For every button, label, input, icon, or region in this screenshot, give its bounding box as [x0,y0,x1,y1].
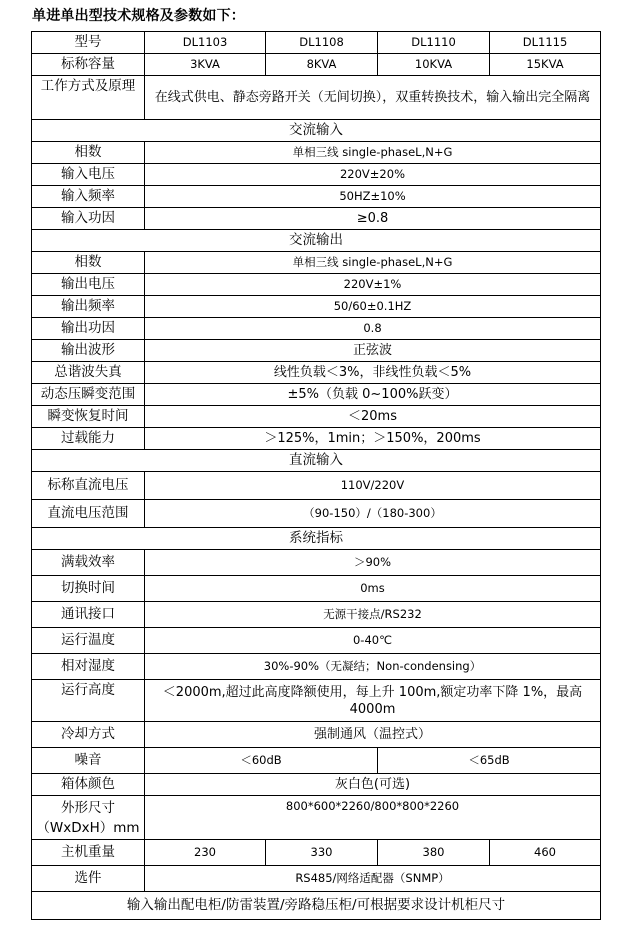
output-waveform-value: 正弦波 [145,340,601,362]
table-row [32,472,601,500]
model-value: DL1108 [266,32,378,54]
ac-input-phase-label: 相数 [32,142,145,164]
table-row [32,576,601,602]
table-row [32,550,601,576]
noise-label: 噪音 [32,748,145,774]
overload-value: ＞125%，1min；＞150%，200ms [145,428,601,450]
table-row [32,186,601,208]
weight-value: 330 [266,840,378,866]
cooling-label: 冷却方式 [32,722,145,748]
altitude-value: ＜2000m,超过此高度降额使用，每上升 100m,额定功率下降 1%，最高4000m [145,680,601,722]
table-row [32,230,601,252]
altitude-label: 运行高度 [32,680,145,722]
overload-label: 过载能力 [32,428,145,450]
footer-note: 输入输出配电柜/防雷装置/旁路稳压柜/可根据要求设计机柜尺寸 [32,892,601,920]
page-title: 单进单出型技术规格及参数如下： [32,8,245,24]
dc-voltage-range-label: 直流电压范围 [32,500,145,528]
output-voltage-value: 220V±1% [145,274,601,296]
thd-value: 线性负载＜3%，非线性负载＜5% [145,362,601,384]
color-value: 灰白色(可选) [145,774,601,796]
cooling-value: 强制通风（温控式） [145,722,601,748]
humidity-value: 30%-90%（无凝结；Non-condensing） [145,654,601,680]
weight-value: 380 [378,840,490,866]
table-row [32,120,601,142]
table-row [32,406,601,428]
noise-value: ＜65dB [378,748,601,774]
table-row [32,362,601,384]
capacity-value: 3KVA [145,54,266,76]
temperature-label: 运行温度 [32,628,145,654]
capacity-value: 8KVA [266,54,378,76]
table-row [32,274,601,296]
output-waveform-label: 输出波形 [32,340,145,362]
recovery-time-value: ＜20ms [145,406,601,428]
table-row [32,680,601,722]
dynamic-range-label: 动态压瞬变范围 [32,384,145,406]
ac-input-header: 交流输入 [32,120,601,142]
ac-output-header: 交流输出 [32,230,601,252]
table-row [32,722,601,748]
thd-label: 总谐波失真 [32,362,145,384]
dimensions-label: 外形尺寸（WxDxH）mm [32,796,145,840]
table-row [32,528,601,550]
model-label: 型号 [32,32,145,54]
table-row [32,748,601,774]
table-row [32,654,601,680]
system-header: 系统指标 [32,528,601,550]
humidity-label: 相对湿度 [32,654,145,680]
dc-voltage-range-value: （90-150）/（180-300） [145,500,601,528]
principle-label: 工作方式及原理 [32,76,145,120]
transfer-time-label: 切换时间 [32,576,145,602]
input-frequency-label: 输入频率 [32,186,145,208]
table-row [32,500,601,528]
table-row [32,32,601,54]
principle-value: 在线式供电、静态旁路开关（无间切换），双重转换技术，输入输出完全隔离 [145,76,601,120]
table-row [32,76,601,120]
table-row [32,318,601,340]
input-frequency-value: 50HZ±10% [145,186,601,208]
table-row [32,296,601,318]
table-row [32,252,601,274]
recovery-time-label: 瞬变恢复时间 [32,406,145,428]
model-value: DL1115 [490,32,601,54]
capacity-value: 10KVA [378,54,490,76]
dc-nominal-voltage-label: 标称直流电压 [32,472,145,500]
table-row [32,142,601,164]
table-row [32,428,601,450]
ac-input-phase-value: 单相三线 single-phaseL,N+G [145,142,601,164]
input-voltage-label: 输入电压 [32,164,145,186]
table-row [32,774,601,796]
weight-value: 460 [490,840,601,866]
table-row [32,384,601,406]
efficiency-value: ＞90% [145,550,601,576]
table-row [32,602,601,628]
table-row [32,866,601,892]
capacity-value: 15KVA [490,54,601,76]
input-power-factor-value: ≥0.8 [145,208,601,230]
output-power-factor-value: 0.8 [145,318,601,340]
table-row [32,628,601,654]
spec-table [31,31,601,920]
color-label: 箱体颜色 [32,774,145,796]
dc-nominal-voltage-value: 110V/220V [145,472,601,500]
comm-port-label: 通讯接口 [32,602,145,628]
options-value: RS485/网络适配器（SNMP） [145,866,601,892]
input-power-factor-label: 输入功因 [32,208,145,230]
table-row [32,164,601,186]
table-row [32,208,601,230]
weight-value: 230 [145,840,266,866]
noise-value: ＜60dB [145,748,378,774]
ac-output-phase-label: 相数 [32,252,145,274]
output-power-factor-label: 输出功因 [32,318,145,340]
weight-label: 主机重量 [32,840,145,866]
dc-input-header: 直流输入 [32,450,601,472]
table-row [32,340,601,362]
dimensions-value: 800*600*2260/800*800*2260 [145,796,601,840]
capacity-label: 标称容量 [32,54,145,76]
options-label: 选件 [32,866,145,892]
dynamic-range-value: ±5%（负载 0~100%跃变） [145,384,601,406]
comm-port-value: 无源干接点/RS232 [145,602,601,628]
efficiency-label: 满载效率 [32,550,145,576]
model-value: DL1110 [378,32,490,54]
output-voltage-label: 输出电压 [32,274,145,296]
ac-output-phase-value: 单相三线 single-phaseL,N+G [145,252,601,274]
temperature-value: 0-40℃ [145,628,601,654]
table-row [32,796,601,840]
table-row [32,840,601,866]
input-voltage-value: 220V±20% [145,164,601,186]
table-row [32,892,601,920]
table-row [32,54,601,76]
model-value: DL1103 [145,32,266,54]
output-frequency-value: 50/60±0.1HZ [145,296,601,318]
table-row [32,450,601,472]
transfer-time-value: 0ms [145,576,601,602]
output-frequency-label: 输出频率 [32,296,145,318]
